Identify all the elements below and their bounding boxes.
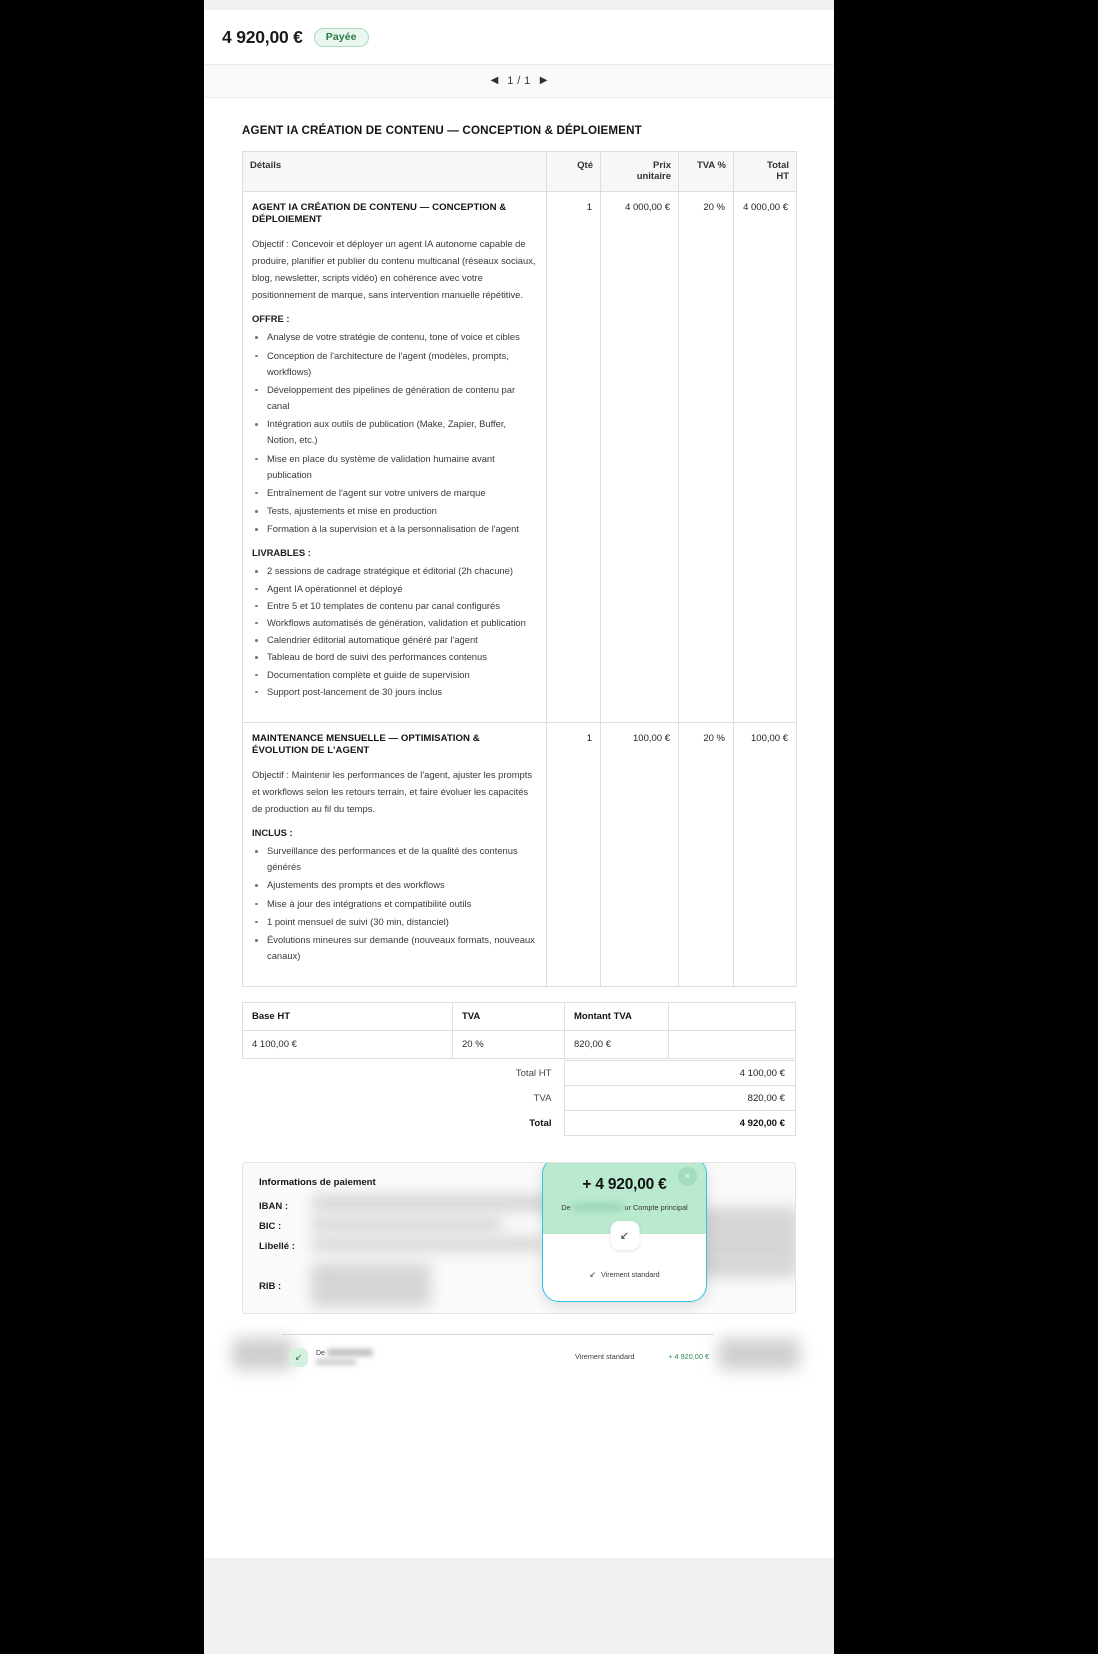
transaction-arrow-icon: ↙ [289,1348,308,1367]
list-item: Documentation complète et guide de supervision [252,667,537,683]
unit-price-line2: unitaire [636,171,671,182]
page-title: AGENT IA CRÉATION DE CONTENU — CONCEPTION & DÉPLOIEMENT [242,124,642,137]
notification-subtitle-prefix: De [561,1203,571,1213]
list-item: Support post-lancement de 30 jours inclus [252,684,537,700]
list-item: Surveillance des performances et de la qualité des contenus générés [252,843,537,875]
line-item-total-ht: 4 000,00 € [734,192,797,723]
list-item: Intégration aux outils de publication (Make, Zapier, Buffer, Notion, etc.) [252,416,537,448]
transaction-divider [282,1334,714,1335]
vat-amount-value: 820,00 € [565,1031,669,1059]
total-ht-label: Total HT [515,1067,552,1079]
transaction-counterparty [316,1349,373,1357]
notification-subtitle [543,1203,706,1212]
tva-label: TVA [533,1092,552,1104]
transaction-amount: + 4 920,00 € [668,1352,709,1362]
list-item: 2 sessions de cadrage stratégique et éditorial (2h chacune) [252,563,537,579]
invoice-viewer [204,0,834,1654]
line-item-total-ht: 100,00 € [734,722,797,987]
vat-summary-table [242,1002,796,1059]
list-item: Calendrier éditorial automatique généré par l'agent [252,632,537,648]
next-page-icon[interactable]: ▶ [539,75,548,86]
transaction-type-label: Virement standard [575,1352,635,1362]
list-item: 1 point mensuel de suivi (30 min, distanciel) [252,914,537,930]
payment-notification-card[interactable] [542,1162,707,1302]
totals-row-grand-total [242,1111,796,1136]
line-item-objective: Objectif : Maintenir les performances de l'agent, ajuster les prompts et workflows selon les retours terrain, et faire évoluer les capacités de production au fil du temps. [252,768,533,815]
line-item-qty: 1 [547,192,601,723]
grand-total-value: 4 920,00 € [564,1111,796,1136]
invoice-total-amount: 4 920,00 € [222,26,303,47]
unit-price-line1: Prix [653,160,671,171]
line-item-section-offre-label: OFFRE : [252,313,290,325]
list-item: Tableau de bord de suivi des performances contenus [252,649,537,665]
tva-value: 820,00 € [564,1086,796,1111]
arrow-down-left-icon: ↙ [589,1270,597,1280]
line-item-unit-price: 100,00 € [601,722,679,987]
transaction-name-prefix: De [316,1350,325,1358]
redacted-transaction-subtitle [316,1359,356,1365]
list-item: Conception de l'architecture de l'agent (modèles, prompts, workflows) [252,348,537,380]
incoming-transfer-icon: ↙ [610,1221,639,1250]
vat-base-ht-value: 4 100,00 € [243,1031,453,1059]
column-header-details: Détails [243,152,547,192]
list-item: Développement des pipelines de génération de contenu par canal [252,382,537,414]
invoice-header-card [204,10,834,99]
line-item-qty: 1 [547,722,601,987]
line-item-title: MAINTENANCE MENSUELLE — OPTIMISATION & ÉVOLUTION DE L'AGENT [252,732,480,756]
invoice-amount-bar [204,10,834,65]
vat-column-base-ht: Base HT [243,1003,453,1031]
redacted-transaction-left [232,1338,294,1370]
payment-information-panel [242,1162,796,1314]
line-item-details [243,722,547,987]
redacted-transaction-right [718,1338,800,1370]
list-item: Entraînement de l'agent sur votre univers de marque [252,485,537,501]
page-navigation [204,65,834,98]
line-item-section-livrables-list [252,563,537,699]
vat-header-row [243,1003,796,1031]
table-header-row [243,152,797,192]
table-row [243,722,797,987]
totals-row-total-ht [242,1061,796,1086]
redacted-libelle-value [311,1237,543,1251]
list-item: Analyse de votre stratégie de contenu, tone of voice et cibles [252,329,537,345]
bic-label: BIC : [259,1221,282,1233]
total-ht-line2: HT [776,171,789,182]
list-item: Mise à jour des intégrations et compatibilité outils [252,896,537,912]
line-item-objective: Objectif : Concevoir et déployer un agent IA autonome capable de produire, planifier et publier du contenu multicanal (réseaux sociaux, blog, newsletter, scripts vidéo) en cohérence avec votre positionnement de marque, sans intervention manuelle répétitive. [252,237,536,301]
vat-column-tva: TVA [453,1003,565,1031]
libelle-label: Libellé : [259,1241,295,1253]
transaction-strip[interactable] [242,1334,796,1378]
previous-page-icon[interactable]: ◀ [490,75,499,86]
notification-transfer-row [589,1270,659,1279]
line-items-table [242,151,797,987]
close-icon[interactable]: × [678,1167,697,1186]
column-header-qty: Qté [547,152,601,192]
column-header-total-ht [734,152,797,192]
invoice-page [204,98,834,1558]
column-header-vat: TVA % [679,152,734,192]
vat-empty-value [669,1031,796,1059]
redacted-bic-value [311,1217,503,1231]
line-item-section-inclus-list [252,843,537,964]
line-item-section-inclus-label: INCLUS : [252,827,293,839]
vat-column-montant-tva: Montant TVA [565,1003,669,1031]
list-item: Mise en place du système de validation humaine avant publication [252,451,537,483]
vat-data-row [243,1031,796,1059]
table-row [243,192,797,723]
totals-row-tva [242,1086,796,1111]
total-ht-value: 4 100,00 € [564,1061,796,1086]
totals-table [242,1060,796,1136]
list-item: Tests, ajustements et mise en production [252,503,537,519]
list-item: Formation à la supervision et à la personnalisation de l'agent [252,521,537,537]
total-ht-line1: Total [767,160,789,171]
list-item: Workflows automatisés de génération, validation et publication [252,615,537,631]
redacted-counterparty-name [327,1349,373,1356]
line-item-details [243,192,547,723]
line-item-vat: 20 % [679,722,734,987]
line-item-section-offre-list [252,329,537,537]
status-badge: Payée [314,28,369,47]
notification-transfer-label: Virement standard [601,1270,660,1280]
line-item-title: AGENT IA CRÉATION DE CONTENU — CONCEPTION & DÉPLOIEMENT [252,202,507,225]
list-item: Évolutions mineures sur demande (nouveaux formats, nouveaux canaux) [252,932,537,964]
redacted-rib-value [311,1263,431,1307]
page-indicator: 1 / 1 [507,75,531,87]
notification-subtitle-suffix: ur Compte principal [624,1203,688,1213]
column-header-unit-price [601,152,679,192]
line-item-section-livrables-label: LIVRABLES : [252,547,311,559]
list-item: Agent IA opérationnel et déployé [252,581,537,597]
vat-rate-value: 20 % [453,1031,565,1059]
grand-total-label: Total [529,1117,552,1129]
vat-column-empty [669,1003,796,1031]
redacted-sender-name [572,1203,624,1211]
line-item-vat: 20 % [679,192,734,723]
list-item: Entre 5 et 10 templates de contenu par canal configurés [252,598,537,614]
rib-label: RIB : [259,1281,282,1293]
list-item: Ajustements des prompts et des workflows [252,877,537,893]
notification-amount: + 4 920,00 € [582,1176,667,1194]
iban-label: IBAN : [259,1201,289,1213]
payment-info-title: Informations de paiement [259,1177,376,1189]
line-item-unit-price: 4 000,00 € [601,192,679,723]
